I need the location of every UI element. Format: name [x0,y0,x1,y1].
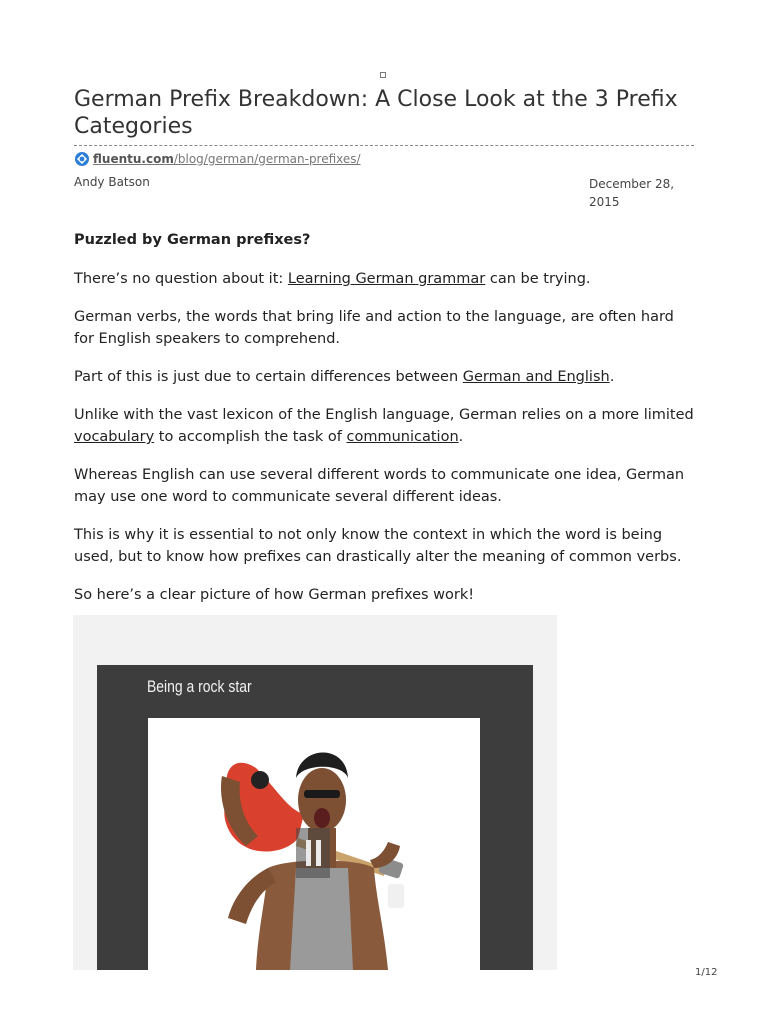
paragraph-3 [74,366,694,388]
page-title: German Prefix Breakdown: A Close Look at the 3 Prefix Categories [74,87,678,139]
paragraph-7: So here’s a clear picture of how German prefixes work! [74,587,475,603]
paragraph-4-text: Unlike with the vast lexicon of the English language, German relies on a more limited [74,407,694,423]
pause-bar-left [306,840,311,866]
title-divider [74,145,694,146]
communication-link[interactable]: communication [346,429,459,445]
paragraph-1 [74,268,694,290]
paragraph-2: German verbs, the words that bring life and action to the language, are often hard for English speakers to comprehend. [74,309,674,347]
paragraph-4-tail: . [458,429,464,445]
video-figure [73,615,557,970]
source-path: /blog/german/german-prefixes/ [173,152,361,166]
paragraph-3-text: Part of this is just due to certain differences between [74,369,463,385]
paragraph-5: Whereas English can use several different words to communicate one idea, German may use one word to communicate several different ideas. [74,467,685,505]
author-name: Andy Batson [74,175,150,189]
fluentu-logo-icon [74,151,90,167]
video-title: Being a rock star [147,677,252,696]
video-frame[interactable] [148,718,480,970]
pause-button[interactable] [296,828,330,878]
paragraph-6: This is why it is essential to not only know the context in which the word is being used, but to know how prefixes can drastically alter the meaning of common verbs. [74,527,682,565]
paragraph-1-tail: can be trying. [485,271,591,287]
paragraph-4-middle: to accomplish the task of [154,429,347,445]
pause-bar-right [316,840,321,866]
publish-date: December 28, 2015 [589,177,675,209]
lead-heading: Puzzled by German prefixes? [74,232,311,248]
paragraph-4 [74,404,694,448]
paragraph-1-text: There’s no question about it: [74,271,288,287]
video-player[interactable] [97,665,533,970]
source-url-link[interactable] [93,152,361,166]
source-domain: fluentu.com [93,152,174,166]
german-and-english-link[interactable]: German and English [462,369,610,385]
page-number: 1/12 [695,967,718,978]
paragraph-3-tail: . [609,369,615,385]
placeholder-box-icon [380,72,386,78]
vocabulary-link[interactable]: vocabulary [74,429,155,445]
source-link-row[interactable] [74,150,361,168]
article-body [74,229,694,622]
learning-german-grammar-link[interactable]: Learning German grammar [287,271,486,287]
